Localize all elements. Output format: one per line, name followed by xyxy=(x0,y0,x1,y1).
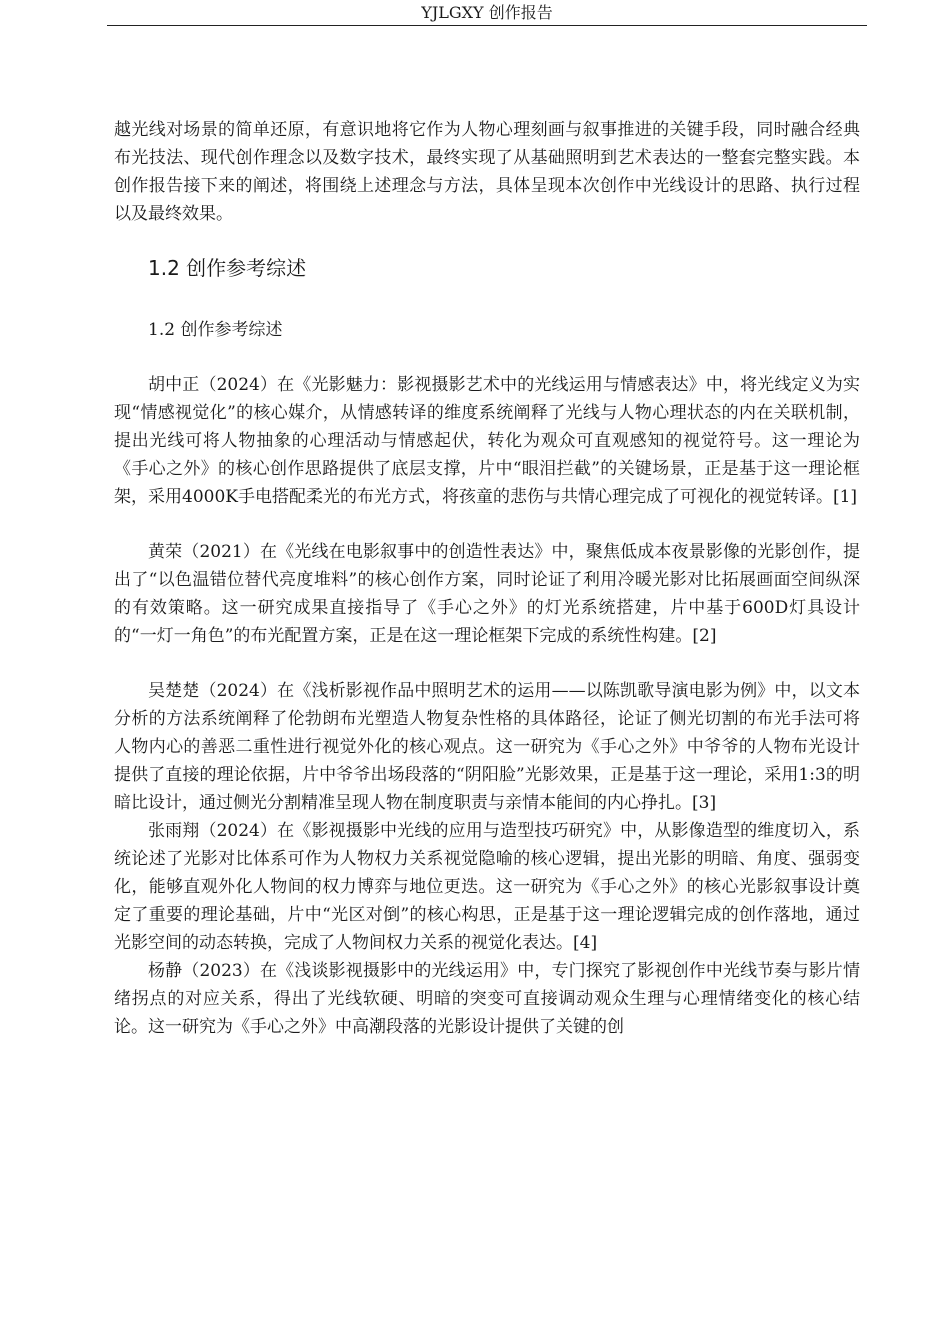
reference-paragraph-5: 杨静（2023）在《浅谈影视摄影中的光线运用》中，专门探究了影视创作中光线节奏与影片情绪拐点的对应关系，得出了光线软硬、明暗的突变可直接调动观众生理与心理情绪变化的核心结论。这一研究为《手心之外》中高潮段落的光影设计提供了关键的创 xyxy=(114,961,860,1037)
section-heading: 1.2 创作参考综述 xyxy=(148,256,307,280)
page-header: YJLGXY 创作报告 xyxy=(421,3,553,22)
header-rule xyxy=(107,25,867,26)
reference-paragraph-3: 吴楚楚（2024）在《浅析影视作品中照明艺术的运用——以陈凯歌导演电影为例》中，以文本分析的方法系统阐释了伦勃朗布光塑造人物复杂性格的具体路径，论证了侧光切割的布光手法可将人物内心的善恶二重性进行视觉外化的核心观点。这一研究为《手心之外》中爷爷的人物布光设计提供了直接的理论依据，片中爷爷出场段落的“阴阳脸”光影效果，正是基于这一理论，采用1:3的明暗比设计，通过侧光分割精准呈现人物在制度职责与亲情本能间的内心挣扎。[3] xyxy=(114,681,860,813)
reference-paragraph-2: 黄荣（2021）在《光线在电影叙事中的创造性表达》中，聚焦低成本夜景影像的光影创作，提出了“以色温错位替代亮度堆料”的核心创作方案，同时论证了利用冷暖光影对比拓展画面空间纵深的有效策略。这一研究成果直接指导了《手心之外》的灯光系统搭建，片中基于600D灯具设计的“一灯一角色”的布光配置方案，正是在这一理论框架下完成的系统性构建。[2] xyxy=(114,542,860,646)
document-body xyxy=(114,116,860,1041)
reference-paragraph-1: 胡中正（2024）在《光影魅力：影视摄影艺术中的光线运用与情感表达》中，将光线定义为实现“情感视觉化”的核心媒介，从情感转译的维度系统阐释了光线与人物心理状态的内在关联机制，提出光线可将人物抽象的心理活动与情感起伏，转化为观众可直观感知的视觉符号。这一理论为《手心之外》的核心创作思路提供了底层支撑，片中“眼泪拦截”的关键场景，正是基于这一理论框架，采用4000K手电搭配柔光的布光方式，将孩童的悲伤与共情心理完成了可视化的视觉转译。[1] xyxy=(114,375,860,507)
reference-paragraph-4: 张雨翔（2024）在《影视摄影中光线的应用与造型技巧研究》中，从影像造型的维度切入，系统论述了光影对比体系可作为人物权力关系视觉隐喻的核心逻辑，提出光影的明暗、角度、强弱变化，能够直观外化人物间的权力博弈与地位更迭。这一研究为《手心之外》的核心光影叙事设计奠定了重要的理论基础，片中“光区对倒”的核心构思，正是基于这一理论逻辑完成的创作落地，通过光影空间的动态转换，完成了人物间权力关系的视觉化表达。[4] xyxy=(114,821,860,953)
intro-paragraph: 越光线对场景的简单还原，有意识地将它作为人物心理刻画与叙事推进的关键手段，同时融合经典布光技法、现代创作理念以及数字技术，最终实现了从基础照明到艺术表达的一整套完整实践。本创作报告接下来的阐述，将围绕上述理念与方法，具体呈现本次创作中光线设计的思路、执行过程以及最终效果。 xyxy=(114,120,860,224)
section-subheading: 1.2 创作参考综述 xyxy=(148,320,283,340)
